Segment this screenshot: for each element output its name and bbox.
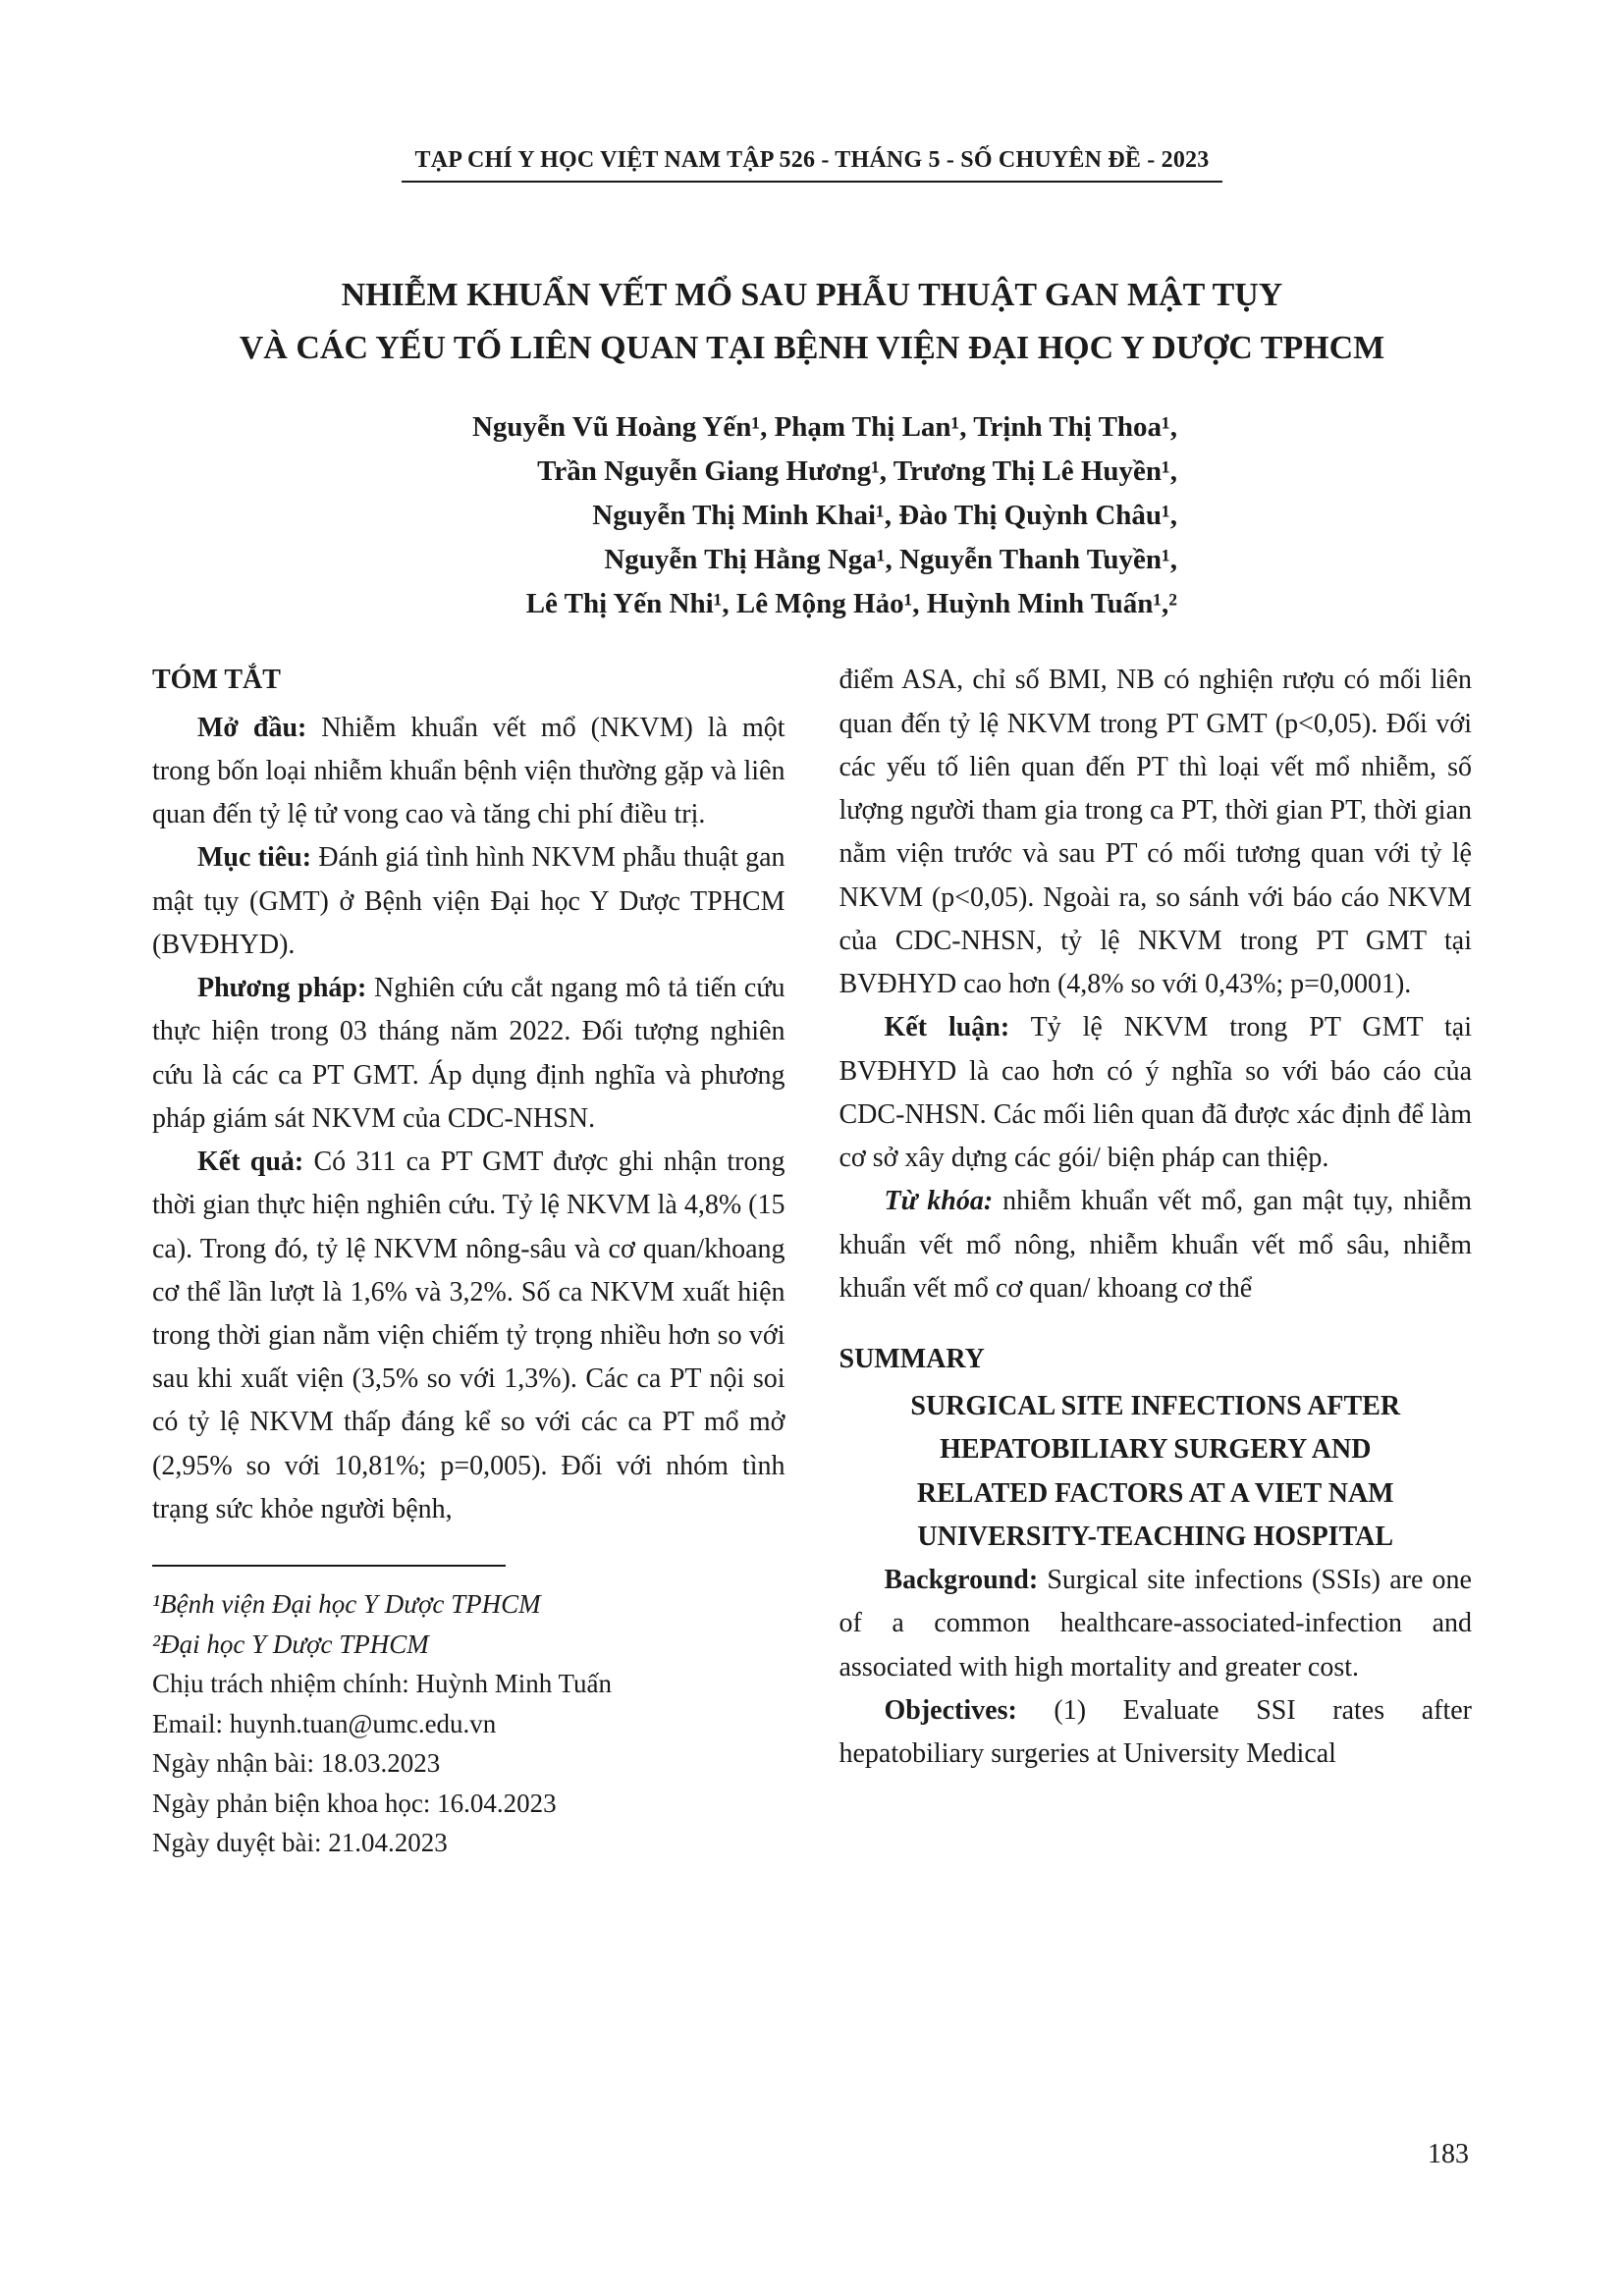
journal-header — [152, 147, 1472, 183]
paragraph-label: Kết quả: — [197, 1147, 304, 1178]
footnotes — [152, 1584, 785, 1863]
english-title-line-3: RELATED FACTORS AT A VIET NAM — [916, 1477, 1394, 1509]
abstract-paragraph-objective — [152, 836, 785, 967]
paragraph-text: Nhiễm khuẩn vết mổ (NKVM) là một trong bốn loại nhiễm khuẩn bệnh viện thường gặp và liên quan đến tỷ lệ tử vong cao và tăng chi phí điều trị. — [152, 712, 785, 830]
summary-paragraph-objectives — [839, 1689, 1473, 1776]
two-column-body — [152, 659, 1472, 1862]
right-column — [839, 659, 1473, 1862]
left-column — [152, 659, 785, 1862]
summary-heading: SUMMARY — [839, 1343, 985, 1374]
paper-title — [152, 269, 1472, 376]
summary-paragraph-background — [839, 1559, 1473, 1689]
author-list — [152, 405, 1472, 626]
english-title-line-2: HEPATOBILIARY SURGERY AND — [940, 1434, 1372, 1466]
paragraph-text: Nghiên cứu cắt ngang mô tả tiến cứu thực hiện trong 03 tháng năm 2022. Đối tượng nghiên cứu là các ca PT GMT. Áp dụng định nghĩa và phương pháp giám sát NKVM của CDC-NHSN. — [152, 973, 785, 1134]
summary-section — [839, 1338, 1473, 1776]
conclusion-paragraph — [839, 1006, 1473, 1180]
email-line: Email: huynh.tuan@umc.edu.vn — [152, 1708, 497, 1738]
reviewed-date-line: Ngày phản biện khoa học: 16.04.2023 — [152, 1788, 557, 1818]
paragraph-text: Có 311 ca PT GMT được ghi nhận trong thời gian thực hiện nghiên cứu. Tỷ lệ NKVM là 4,8% (15 ca). Trong đó, tỷ lệ NKVM nông-sâu và cơ quan/khoang cơ thể lần lượt là 1,6% và 3,2%. Số ca NKVM xuất hiện trong thời gian nằm viện chiếm tỷ trọng nhiều hơn so với sau khi xuất viện (3,5% so với 1,3%). Các ca PT nội soi có tỷ lệ NKVM thấp đáng kể so với các ca PT mổ mở (2,95% so với 10,81%; p=0,005). Đối với nhóm tình trạng sức khỏe người bệnh, — [152, 1147, 785, 1524]
paragraph-text: Surgical site infections (SSIs) are one of a common healthcare-associated-infection and associated with high mortality and greater cost. — [839, 1565, 1472, 1682]
author-line: Nguyễn Thị Minh Khai¹, Đào Thị Quỳnh Châu¹, — [592, 499, 1177, 531]
footnote-divider — [152, 1565, 506, 1567]
english-title — [839, 1385, 1473, 1559]
abstract-paragraph-intro — [152, 707, 785, 837]
paragraph-text: (1) Evaluate SSI rates after hepatobiliary surgeries at University Medical — [839, 1694, 1473, 1770]
paragraph-label: Mục tiêu: — [197, 842, 312, 874]
author-line: Lê Thị Yến Nhi¹, Lê Mộng Hảo¹, Huỳnh Minh Tuấn¹,² — [525, 587, 1177, 619]
author-line: Nguyễn Vũ Hoàng Yến¹, Phạm Thị Lan¹, Trịnh Thị Thoa¹, — [471, 410, 1177, 443]
abstract-paragraph-results — [152, 1141, 785, 1531]
english-title-line-4: UNIVERSITY-TEACHING HOSPITAL — [917, 1521, 1394, 1552]
paper-title-line-1: NHIỄM KHUẨN VẾT MỔ SAU PHẪU THUẬT GAN MẬT TỤY — [341, 277, 1283, 313]
abstract-heading: TÓM TẮT — [152, 665, 281, 696]
paragraph-label: Phương pháp: — [197, 973, 367, 1004]
received-date-line: Ngày nhận bài: 18.03.2023 — [152, 1748, 441, 1779]
journal-title: TẠP CHÍ Y HỌC VIỆT NAM TẬP 526 - THÁNG 5 - SỐ CHUYÊN ĐỀ - 2023 — [402, 147, 1223, 183]
keywords-label: Từ khóa: — [884, 1186, 994, 1217]
paragraph-text: Tỷ lệ NKVM trong PT GMT tại BVĐHYD là cao hơn có ý nghĩa so với báo cáo của CDC-NHSN. Các mối liên quan đã được xác định để làm cơ sở xây dựng các gói/ biện pháp can thiệp. — [839, 1012, 1472, 1174]
paragraph-label: Objectives: — [884, 1694, 1017, 1726]
corresponding-author-line: Chịu trách nhiệm chính: Huỳnh Minh Tuấn — [152, 1669, 612, 1699]
abstract-paragraph-methods — [152, 967, 785, 1141]
paragraph-label: Background: — [884, 1565, 1039, 1596]
english-title-line-1: SURGICAL SITE INFECTIONS AFTER — [910, 1391, 1401, 1422]
author-line: Nguyễn Thị Hằng Nga¹, Nguyễn Thanh Tuyền¹, — [604, 543, 1177, 575]
accepted-date-line: Ngày duyệt bài: 21.04.2023 — [152, 1828, 448, 1858]
results-continuation-paragraph: điểm ASA, chỉ số BMI, NB có nghiện rượu có mối liên quan đến tỷ lệ NKVM trong PT GMT (p<0,05). Đối với các yếu tố liên quan đến PT thì loại vết mổ nhiễm, số lượng người tham gia trong ca PT, thời gian PT, thời gian nằm viện trước và sau PT có mối tương quan với tỷ lệ NKVM (p<0,05). Ngoài ra, so sánh với báo cáo NKVM của CDC-NHSN, tỷ lệ NKVM trong PT GMT tại BVĐHYD cao hơn (4,8% so với 0,43%; p=0,0001). — [839, 665, 1472, 1000]
keywords-paragraph — [839, 1180, 1473, 1310]
paper-title-line-2: VÀ CÁC YẾU TỐ LIÊN QUAN TẠI BỆNH VIỆN ĐẠI HỌC Y DƯỢC TPHCM — [239, 330, 1385, 367]
affiliation-line: ¹Bệnh viện Đại học Y Dược TPHCM — [152, 1589, 541, 1620]
paragraph-label: Kết luận: — [884, 1012, 1010, 1043]
paragraph-label: Mở đầu: — [197, 712, 307, 743]
paragraph-text: Đánh giá tình hình NKVM phẫu thuật gan mật tụy (GMT) ở Bệnh viện Đại học Y Dược TPHCM (BVĐHYD). — [152, 842, 785, 960]
author-line: Trần Nguyễn Giang Hương¹, Trương Thị Lê Huyền¹, — [537, 454, 1177, 487]
page-number: 183 — [1428, 2139, 1469, 2169]
keywords-text: nhiễm khuẩn vết mổ, gan mật tụy, nhiễm khuẩn vết mổ nông, nhiễm khuẩn vết mổ sâu, nhiễm khuẩn vết mổ cơ quan/ khoang cơ thể — [839, 1186, 1473, 1304]
affiliation-line: ²Đại học Y Dược TPHCM — [152, 1629, 429, 1659]
